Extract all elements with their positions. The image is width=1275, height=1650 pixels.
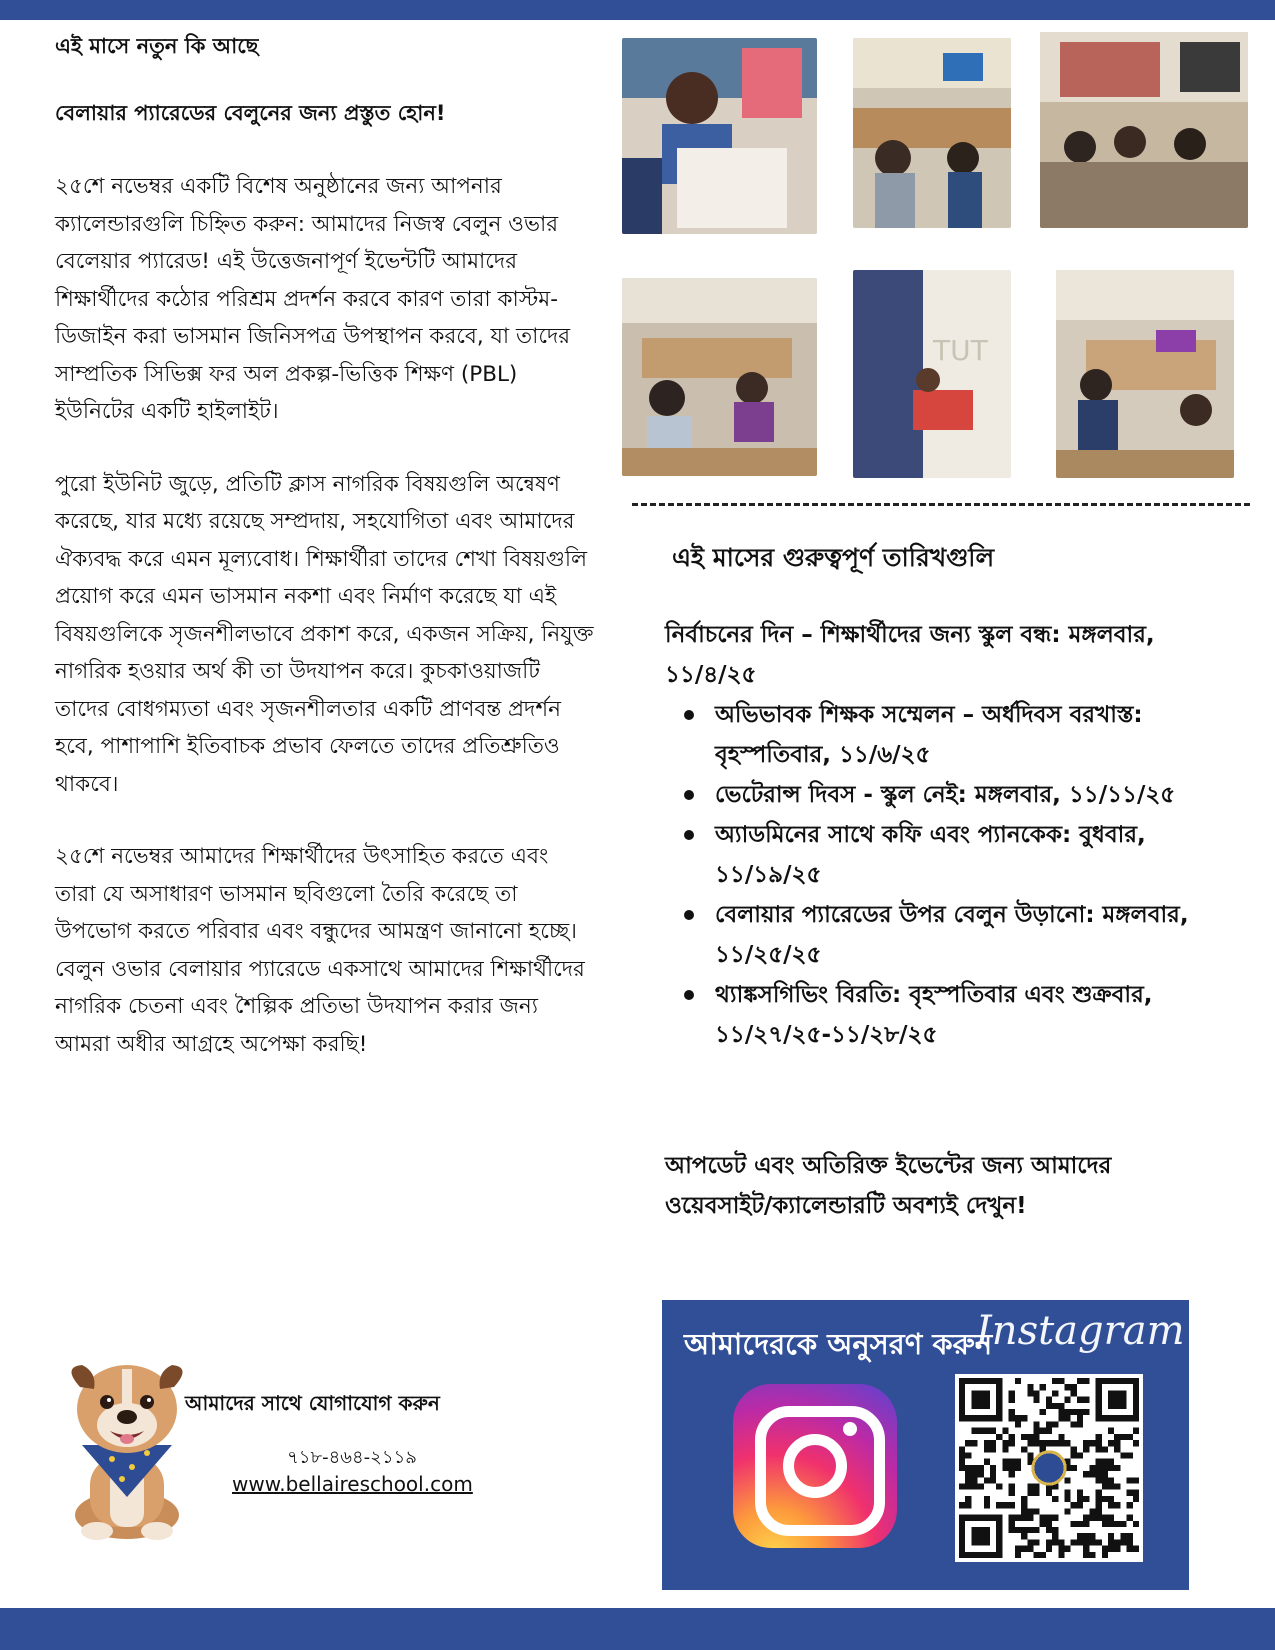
- left-column: [55, 30, 595, 1098]
- date-item: ভেটেরান্স দিবস - স্কুল নেই: মঙ্গলবার, ১১/১১/২৫: [715, 775, 1235, 815]
- website-note: আপডেট এবং অতিরিক্ত ইভেন্টের জন্য আমাদের ওয়েবসাইট/ক্যালেন্ডারটি অবশ্যই দেখুন!: [665, 1153, 1112, 1219]
- bottom-band: [0, 1608, 1275, 1650]
- photo-collage: [622, 32, 1252, 482]
- bulldog-mascot-image: [52, 1347, 202, 1543]
- classroom-photo-2: [853, 38, 1011, 228]
- date-item: থ্যাঙ্কসগিভিং বিরতি: বৃহস্পতিবার এবং শুক্রবার, ১১/২৭/২৫-১১/২৮/২৫: [715, 975, 1235, 1055]
- date-item: অভিভাবক শিক্ষক সম্মেলন – অর্ধদিবস বরখাস্ত: বৃহস্পতিবার, ১১/৬/২৫: [715, 695, 1235, 775]
- classroom-photo-6: [1056, 270, 1234, 478]
- classroom-photo-4: [622, 278, 817, 476]
- election-day-item: নির্বাচনের দিন – শিক্ষার্থীদের জন্য স্কুল বন্ধ: মঙ্গলবার, ১১/৪/২৫: [665, 622, 1155, 688]
- parade-headline: বেলায়ার প্যারেডের বেলুনের জন্য প্রস্তুত হোন!: [55, 101, 446, 125]
- dates-list: [665, 695, 1235, 1055]
- date-item: অ্যাডমিনের সাথে কফি এবং প্যানকেক: বুধবার, ১১/১৯/২৫: [715, 815, 1235, 895]
- classroom-photo-1: [622, 38, 817, 234]
- instagram-wordmark: Instagram: [976, 1308, 1185, 1354]
- contact-us-title: আমাদের সাথে যোগাযোগ করুন: [185, 1391, 440, 1415]
- classroom-photo-5: [853, 270, 1011, 478]
- social-box: [662, 1300, 1189, 1590]
- paragraph-2: পুরো ইউনিট জুড়ে, প্রতিটি ক্লাস নাগরিক বিষয়গুলি অন্বেষণ করেছে, যার মধ্যে রয়েছে সম্প্রদায়, সহযোগিতা এবং আমাদের ঐক্যবদ্ধ করে এমন মূল্যবোধ। শিক্ষার্থীরা তাদের শেখা বিষয়গুলি প্রয়োগ করে এমন ভাসমান নকশা এবং নির্মাণ করেছে যা এই বিষয়গুলিকে সৃজনশীলভাবে প্রকাশ করে, একজন সক্রিয়, নিযুক্ত নাগরিক হওয়ার অর্থ কী তা উদযাপন করে। কুচকাওয়াজটি তাদের বোধগম্যতা এবং সৃজনশীলতার একটি প্রাণবন্ত প্রদর্শন হবে, পাশাপাশি ইতিবাচক প্রভাব ফেলতে তাদের প্রতিশ্রুতিও থাকবে।: [55, 471, 594, 797]
- date-item: বেলায়ার প্যারেডের উপর বেলুন উড়ানো: মঙ্গলবার, ১১/২৫/২৫: [715, 895, 1235, 975]
- paragraph-3: ২৫শে নভেম্বর আমাদের শিক্ষার্থীদের উৎসাহিত করতে এবং তারা যে অসাধারণ ভাসমান ছবিগুলো তৈরি করেছে তা উপভোগ করতে পরিবার এবং বন্ধুদের আমন্ত্রণ জানানো হচ্ছে। বেলুন ওভার বেলায়ার প্যারেডে একসাথে আমাদের শিক্ষার্থীদের নাগরিক চেতনা এবং শৈল্পিক প্রতিভা উদযাপন করার জন্য আমরা অধীর আগ্রহে অপেক্ষা করছি!: [55, 844, 585, 1057]
- whats-new-heading: এই মাসে নতুন কি আছে: [55, 34, 259, 58]
- section-divider: [632, 503, 1250, 506]
- top-band: [0, 0, 1275, 20]
- follow-us-label: আমাদেরকে অনুসরণ করুন: [684, 1327, 993, 1361]
- paragraph-1: ২৫শে নভেম্বর একটি বিশেষ অনুষ্ঠানের জন্য আপনার ক্যালেন্ডারগুলি চিহ্নিত করুন: আমাদের নিজস্ব বেলুন ওভার বেলেয়ার প্যারেড! এই উত্তেজনাপূর্ণ ইভেন্টটি আমাদের শিক্ষার্থীদের কঠোর পরিশ্রম প্রদর্শন করবে কারণ তারা কাস্টম-ডিজাইন করা ভাসমান জিনিসপত্র উপস্থাপন করবে, যা তাদের সাম্প্রতিক সিভিক্স ফর অল প্রকল্প-ভিত্তিক শিক্ষণ (PBL) ইউনিটের একটি হাইলাইট।: [55, 174, 571, 424]
- svg-text:TUT: TUT: [933, 334, 988, 367]
- classroom-photo-3: [1040, 32, 1248, 228]
- website-link[interactable]: www.bellaireschool.com: [232, 1472, 473, 1496]
- important-dates-title: এই মাসের গুরুত্বপূর্ণ তারিখগুলি: [672, 543, 995, 572]
- instagram-icon[interactable]: [733, 1384, 897, 1548]
- qr-code[interactable]: [955, 1374, 1143, 1562]
- important-dates: [665, 615, 1235, 1055]
- phone-number: ৭১৮-৪৬৪-২১১৯: [287, 1447, 417, 1468]
